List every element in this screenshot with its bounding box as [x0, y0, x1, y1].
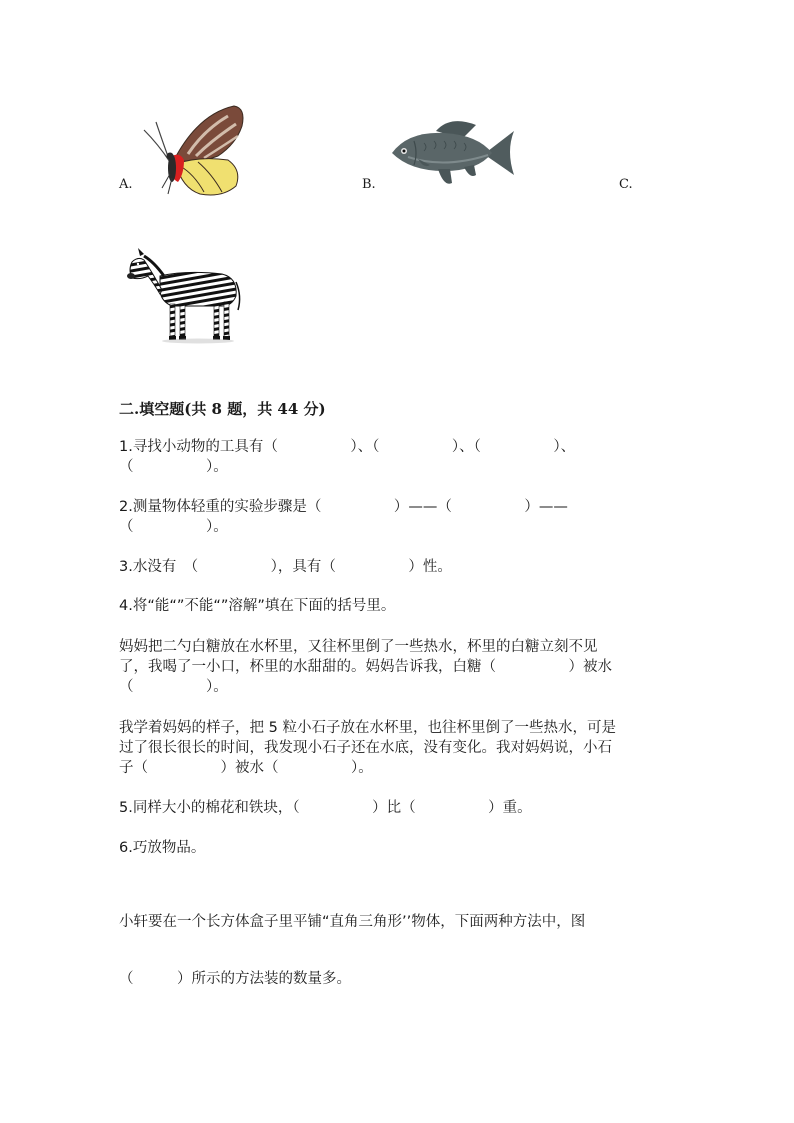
option-b-label: B.: [362, 177, 376, 192]
question-6: 6.巧放物品。: [119, 840, 206, 856]
option-c-label: C.: [619, 177, 633, 192]
section-title: 二.填空题(共 8 题，共 44 分): [119, 400, 326, 418]
question-4: 4.将“能“”不能“”溶解”填在下面的括号里。: [119, 598, 396, 614]
question-2-line-1: 2.测量物体轻重的实验步骤是（ ）——（ ）——: [119, 499, 568, 515]
question-1-line-1: 1.寻找小动物的工具有（ ）、（ ）、（ ）、: [119, 439, 576, 455]
question-6-paragraph-1: 小轩要在一个长方体盒子里平铺“直角三角形’’物体，下面两种方法中，图: [119, 914, 586, 930]
question-3: 3.水没有 （ ），具有（ ）性。: [119, 559, 452, 575]
question-4-paragraph-1-line-2: 了，我喝了一小口，杯里的水甜甜的。妈妈告诉我，白糖（ ）被水: [119, 659, 612, 675]
question-4-paragraph-1-line-1: 妈妈把二勺白糖放在水杯里，又往杯里倒了一些热水，杯里的白糖立刻不见: [119, 639, 598, 655]
question-4-paragraph-2-line-2: 过了很长很长的时间，我发现小石子还在水底，没有变化。我对妈妈说，小石: [119, 740, 612, 756]
zebra-image: [126, 246, 244, 344]
question-4-paragraph-2-line-3: 子（ ）被水（ ）。: [119, 760, 373, 776]
question-4-paragraph-2-line-1: 我学着妈妈的样子，把 5 粒小石子放在水杯里，也往杯里倒了一些热水，可是: [119, 720, 616, 736]
question-5: 5.同样大小的棉花和铁块，（ ）比（ ）重。: [119, 800, 532, 816]
fish-image: [388, 113, 516, 195]
question-6-paragraph-2: （ ）所示的方法装的数量多。: [119, 971, 351, 987]
question-1-line-2: （ ）。: [119, 459, 228, 475]
question-4-paragraph-1-line-3: （ ）。: [119, 679, 228, 695]
butterfly-image: [138, 104, 250, 198]
question-2-line-2: （ ）。: [119, 519, 228, 535]
option-a-label: A.: [119, 177, 133, 192]
